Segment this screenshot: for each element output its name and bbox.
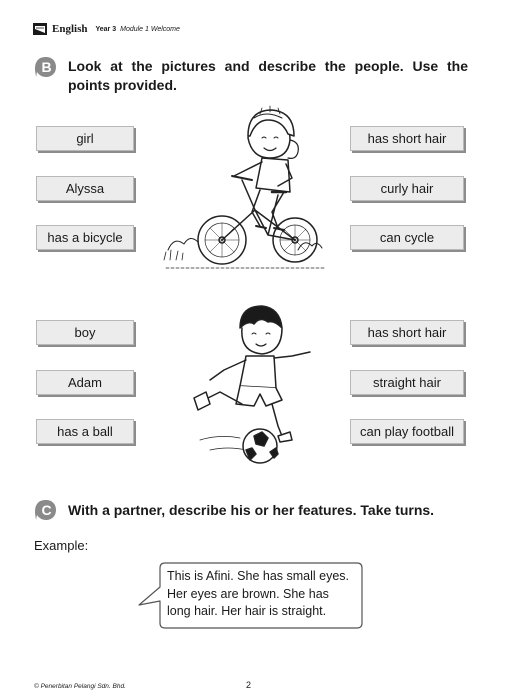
example-text (167, 568, 357, 621)
girl-label-2: Alyssa (36, 176, 134, 201)
boy-label-1: boy (36, 320, 134, 345)
example-line-1: This is Afini. She has small eyes. (167, 569, 350, 583)
boy-label-2: Adam (36, 370, 134, 395)
girl-label-1: girl (36, 126, 134, 151)
section-b-instruction: Look at the pictures and describe the people. Use the points provided. (68, 58, 468, 93)
page-header (33, 22, 180, 36)
page-number: 2 (246, 680, 252, 690)
year-label: Year 3 (95, 25, 117, 33)
boy-kicking-ball-illustration (180, 300, 320, 470)
book-icon (33, 23, 47, 35)
section-b-badge (35, 56, 57, 78)
svg-text:B: B (41, 59, 52, 75)
svg-text:C: C (41, 502, 52, 518)
boy-label-4: has short hair (350, 320, 464, 345)
boy-label-6: can play football (350, 419, 464, 444)
section-c-instruction: With a partner, describe his or her features. Take turns. (68, 502, 435, 518)
example-line-3: long hair. Her hair is straight. (167, 604, 327, 618)
publisher-credit: © Penerbitan Pelangi Sdn. Bhd. (34, 683, 126, 690)
girl-label-6: can cycle (350, 225, 464, 250)
module-label: Module 1 Welcome (120, 25, 180, 33)
boy-label-3: has a ball (36, 419, 134, 444)
subject-title: English (52, 23, 88, 35)
example-label: Example: (34, 538, 89, 553)
girl-label-5: curly hair (350, 176, 464, 201)
example-line-2: Her eyes are brown. She has (167, 586, 329, 601)
speech-bubble (155, 561, 362, 629)
girl-label-4: has short hair (350, 126, 464, 151)
girl-label-3: has a bicycle (36, 225, 134, 250)
boy-label-5: straight hair (350, 370, 464, 395)
girl-on-bicycle-illustration (160, 100, 330, 275)
section-c-badge (35, 499, 57, 521)
